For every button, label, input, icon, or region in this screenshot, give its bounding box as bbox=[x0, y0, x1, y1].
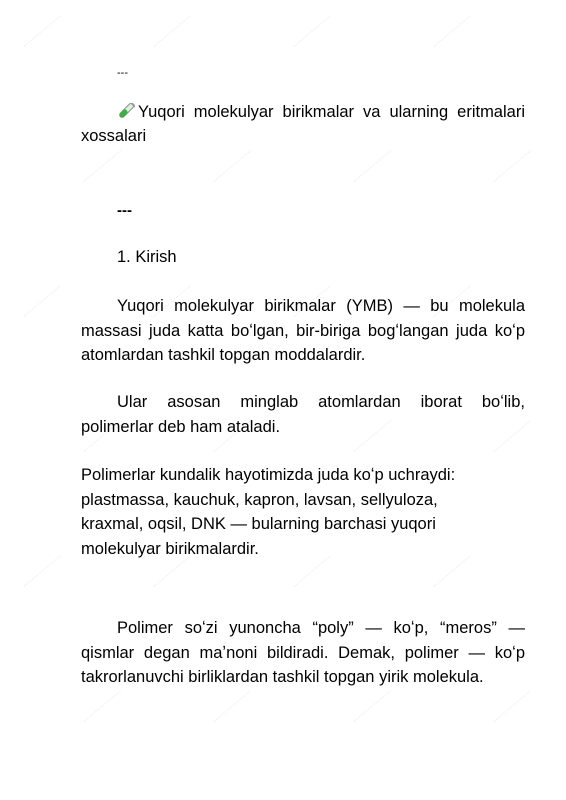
watermark-mark bbox=[23, 285, 64, 321]
paragraph-4: Polimer soʻzi yunoncha “poly” — koʻp, “meros” — qismlar degan maʼnoni bildiradi. Demak, polimer — koʻp takrorlanuvchi birliklardan tashkil topgan yirik molekula. bbox=[81, 619, 525, 686]
paragraph-3: Polimerlar kundalik hayotimizda juda koʻp uchraydi: plastmassa, kauchuk, kapron, lavsan, sellyuloza, kraxmal, oqsil, DNK — bularning barchasi yuqori molekulyar birikmalardir. bbox=[81, 466, 456, 558]
watermark-mark bbox=[23, 15, 64, 51]
separator-top: --- bbox=[117, 67, 128, 79]
paragraph-1: Yuqori molekulyar birikmalar (YMB) — bu molekula massasi juda katta boʻlgan, bir-biriga bogʻlangan juda koʻp atomlardan tashkil topgan moddalardir. bbox=[81, 297, 525, 364]
watermark-mark bbox=[293, 15, 334, 51]
watermark-mark bbox=[213, 150, 254, 186]
watermark-mark bbox=[353, 690, 394, 726]
watermark-mark bbox=[23, 555, 64, 591]
watermark-mark bbox=[153, 15, 194, 51]
title-text: Yuqori molekulyar birikmalar va ularning eritmalari xossalari bbox=[81, 103, 525, 145]
watermark-mark bbox=[433, 15, 474, 51]
test-tube-icon bbox=[117, 103, 135, 119]
watermark-mark bbox=[83, 690, 124, 726]
watermark-mark bbox=[213, 690, 254, 726]
watermark-mark bbox=[493, 150, 534, 186]
watermark-mark bbox=[83, 150, 124, 186]
section-heading: 1. Kirish bbox=[117, 248, 177, 266]
watermark-mark bbox=[493, 690, 534, 726]
document-title bbox=[81, 100, 525, 148]
paragraph-2: Ular asosan minglab atomlardan iborat boʻlib, polimerlar deb ham ataladi. bbox=[81, 393, 525, 436]
separator-mid: --- bbox=[117, 202, 132, 219]
watermark-mark bbox=[353, 150, 394, 186]
